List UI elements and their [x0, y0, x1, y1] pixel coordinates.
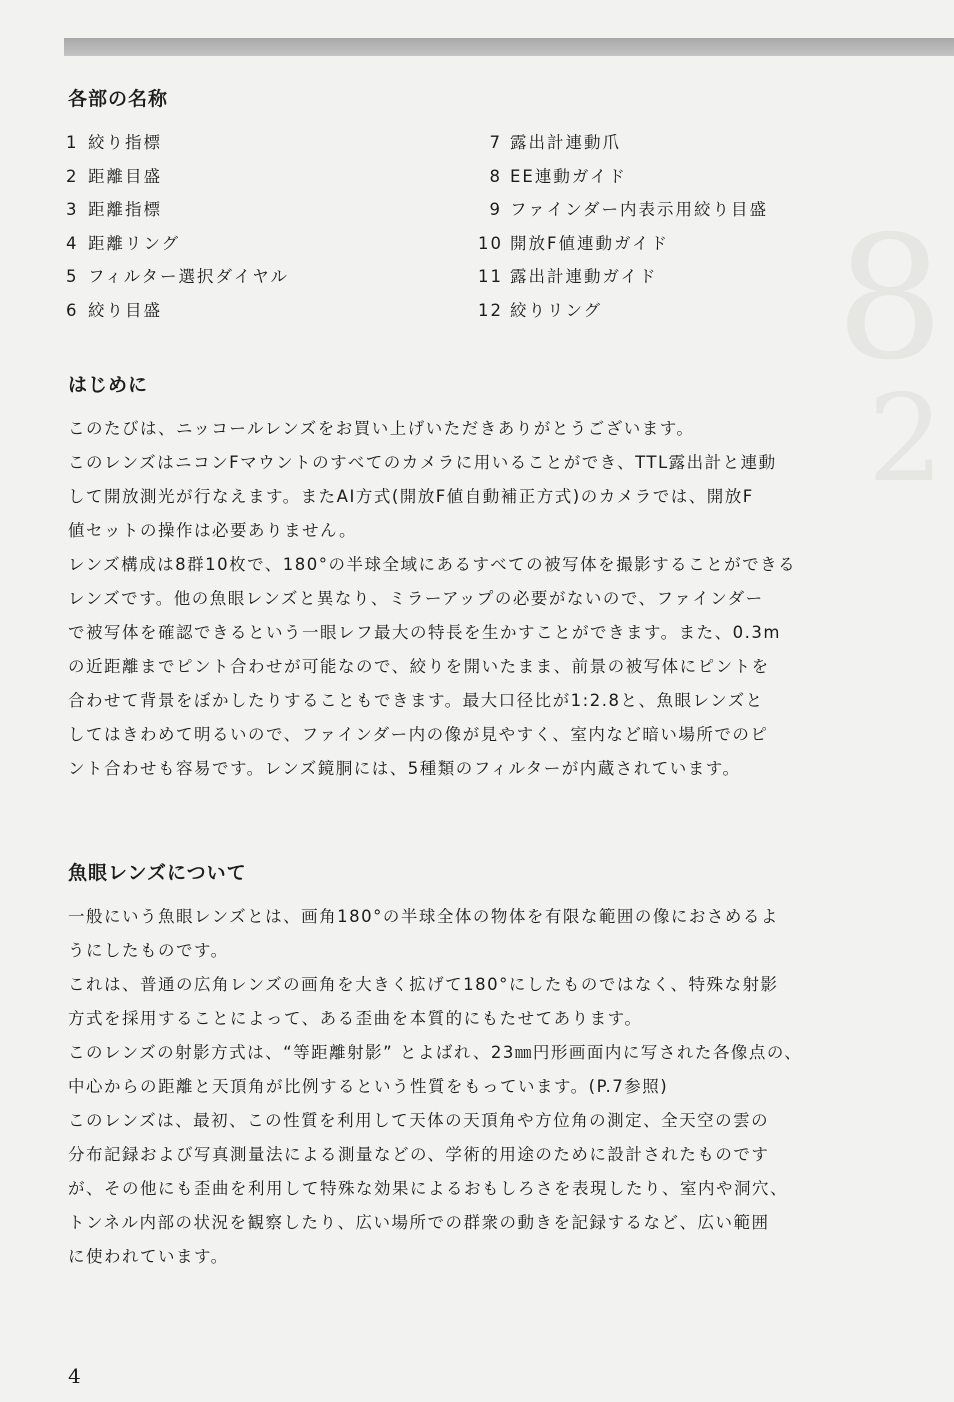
part-label: 開放F値連動ガイド — [510, 233, 669, 253]
part-label: EE連動ガイド — [510, 166, 627, 186]
part-item — [66, 193, 289, 227]
parts-list-left — [66, 126, 289, 328]
fisheye-paragraph: このレンズは、最初、この性質を利用して天体の天頂角や方位角の測定、全天空の雲の 分布記録および写真測量法による測量などの、学術的用途のために設計されたものです が、その他にも歪曲を利用して特殊な効果によるおもしろさを表現したり、室内や洞穴、 トンネル内部の状況を観察したり、広い場所での群衆の動きを記録するなど、広い範囲 に使われています。 — [68, 1111, 788, 1266]
part-item — [66, 260, 289, 294]
part-label: 露出計連動ガイド — [510, 267, 658, 287]
fisheye-heading: 魚眼レンズについて — [68, 862, 247, 884]
fisheye-body — [68, 900, 918, 1274]
parts-heading: 各部の名称 — [68, 88, 169, 110]
part-label: 距離目盛 — [88, 166, 162, 186]
part-label: 露出計連動爪 — [510, 133, 621, 152]
parts-list-right — [478, 126, 768, 328]
part-item — [478, 193, 768, 227]
part-number: 2 — [66, 166, 79, 186]
part-item — [66, 160, 289, 194]
part-number: 11 — [478, 267, 503, 287]
part-item — [478, 294, 768, 328]
part-item — [66, 294, 289, 328]
header-band — [64, 38, 954, 56]
intro-heading: はじめに — [68, 374, 149, 396]
show-through-glyph: 8 — [835, 200, 944, 398]
page-number: 4 — [68, 1364, 81, 1388]
part-number: 12 — [478, 300, 503, 320]
intro-body — [68, 412, 918, 786]
intro-paragraph: このたびは、ニッコールレンズをお買い上げいただきありがとうございます。 — [68, 419, 695, 438]
part-label: ファインダー内表示用絞り目盛 — [510, 200, 769, 220]
part-label: 絞り目盛 — [88, 300, 162, 320]
fisheye-paragraph: これは、普通の広角レンズの画角を大きく拡げて180°にしたものではなく、特殊な射影 方式を採用することによって、ある歪曲を本質的にもたせてあります。 — [68, 975, 779, 1028]
part-label: 距離リング — [88, 233, 181, 253]
part-item — [478, 126, 768, 160]
part-number: 6 — [66, 300, 79, 320]
part-label: 絞りリング — [510, 300, 603, 320]
part-item — [66, 126, 289, 160]
part-number: 3 — [66, 200, 79, 220]
part-number: 10 — [478, 233, 503, 253]
fisheye-paragraph: 一般にいう魚眼レンズとは、画角180°の半球全体の物体を有限な範囲の像におさめるよ うにしたものです。 — [68, 907, 779, 960]
part-number: 7 — [489, 133, 502, 152]
part-item — [478, 227, 768, 261]
part-number: 9 — [489, 200, 502, 220]
part-number: 5 — [66, 267, 79, 287]
part-item — [478, 160, 768, 194]
part-number: 4 — [66, 233, 79, 253]
part-number: 8 — [489, 166, 502, 186]
intro-paragraph: レンズ構成は8群10枚で、180°の半球全域にあるすべての被写体を撮影することができる レンズです。他の魚眼レンズと異なり、ミラーアップの必要がないので、ファインダー で被写体を確認できるという一眼レフ最大の特長を生かすことができます。また、0.3m の近距離までピント合わせが可能なので、絞りを開いたまま、前景の被写体にピントを 合わせて背景をぼかしたりすることもできます。最大口径比が1:2.8と、魚眼レンズと してはきわめて明るいので、ファインダー内の像が見やすく、室内など暗い場所でのピ ント合わせも容易です。レンズ鏡胴には、5種類のフィルターが内蔵されています。 — [68, 555, 797, 778]
part-label: 距離指標 — [88, 200, 162, 220]
fisheye-paragraph: このレンズの射影方式は、“等距離射影” とよばれ、23㎜円形画面内に写された各像点の、 中心からの距離と天頂角が比例するという性質をもっています。(P.7参照) — [68, 1043, 803, 1096]
part-item — [66, 227, 289, 261]
part-item — [478, 260, 768, 294]
part-label: フィルター選択ダイヤル — [88, 267, 290, 287]
part-label: 絞り指標 — [88, 133, 162, 152]
part-number: 1 — [66, 133, 79, 152]
intro-paragraph: このレンズはニコンFマウントのすべてのカメラに用いることができ、TTL露出計と連動 して開放測光が行なえます。またAI方式(開放F値自動補正方式)のカメラでは、開放F 値セットの操作は必要ありません。 — [68, 453, 777, 540]
show-through-glyph: 2 — [867, 370, 944, 509]
